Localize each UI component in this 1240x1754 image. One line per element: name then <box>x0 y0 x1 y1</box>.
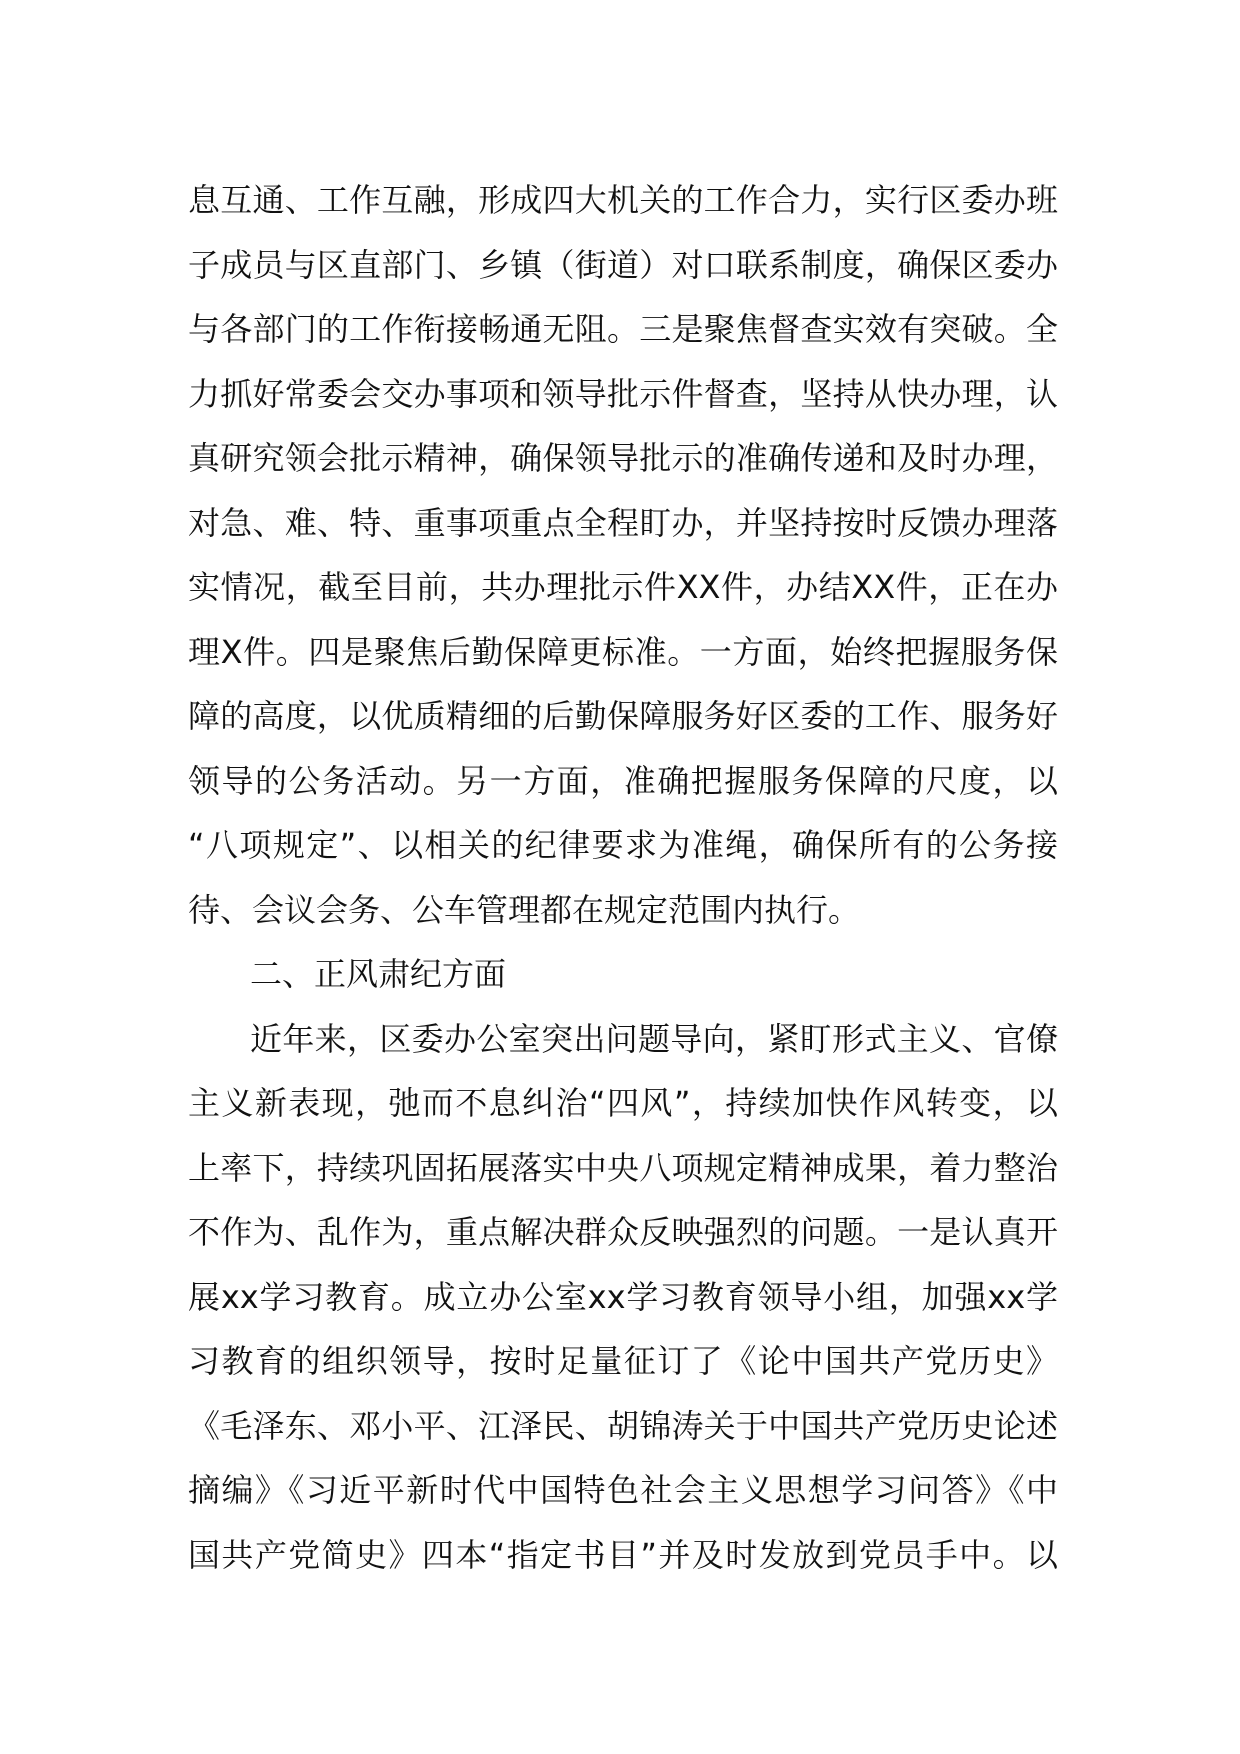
text-line: 障的高度，以优质精细的后勤保障服务好区委的工作、服务好 <box>188 697 1058 735</box>
text-line: 待、会议会务、公车管理都在规定范围内执行。 <box>188 890 861 929</box>
text-line: 展xx学习教育。成立办公室xx学习教育领导小组，加强xx学 <box>188 1277 1058 1316</box>
document-body <box>188 168 1058 1587</box>
text-line: 近年来，区委办公室突出问题导向，紧盯形式主义、官僚 <box>250 1019 1058 1058</box>
text-line: 息互通、工作互融，形成四大机关的工作合力，实行区委办班 <box>188 181 1058 219</box>
text-line: 领导的公务活动。另一方面，准确把握服务保障的尺度，以 <box>188 761 1058 800</box>
text-line: 主义新表现，弛而不息纠治“四风”，持续加快作风转变，以 <box>188 1084 1058 1122</box>
text-line: “八项规定”、以相关的纪律要求为准绳，确保所有的公务接 <box>188 826 1058 864</box>
text-line: 力抓好常委会交办事项和领导批示件督查，坚持从快办理，认 <box>188 374 1058 413</box>
text-line: 对急、难、特、重事项重点全程盯办，并坚持按时反馈办理落 <box>188 503 1058 542</box>
text-line: 上率下，持续巩固拓展落实中央八项规定精神成果，着力整治 <box>188 1148 1058 1187</box>
text-line: 摘编》《习近平新时代中国特色社会主义思想学习问答》《中 <box>188 1471 1058 1509</box>
text-line: 实情况，截至目前，共办理批示件XX件，办结XX件，正在办 <box>188 568 1058 606</box>
paragraph-section-two <box>188 1007 1058 1588</box>
text-line: 国共产党简史》四本“指定书目”并及时发放到党员手中。以 <box>188 1535 1058 1574</box>
text-line: 习教育的组织领导，按时足量征订了《论中国共产党历史》 <box>188 1342 1058 1380</box>
text-line: 《毛泽东、邓小平、江泽民、胡锦涛关于中国共产党历史论述 <box>188 1406 1058 1445</box>
text-line: 真研究领会批示精神，确保领导批示的准确传递和及时办理， <box>188 439 1058 477</box>
text-line: 理X件。四是聚焦后勤保障更标准。一方面，始终把握服务保 <box>188 632 1058 671</box>
text-line: 子成员与区直部门、乡镇（街道）对口联系制度，确保区委办 <box>188 245 1058 284</box>
paragraph-continued <box>188 168 1058 942</box>
section-heading: 二、正风肃纪方面 <box>250 955 507 993</box>
text-line: 与各部门的工作衔接畅通无阻。三是聚焦督查实效有突破。全 <box>188 310 1058 348</box>
text-line: 不作为、乱作为，重点解决群众反映强烈的问题。一是认真开 <box>188 1213 1058 1251</box>
